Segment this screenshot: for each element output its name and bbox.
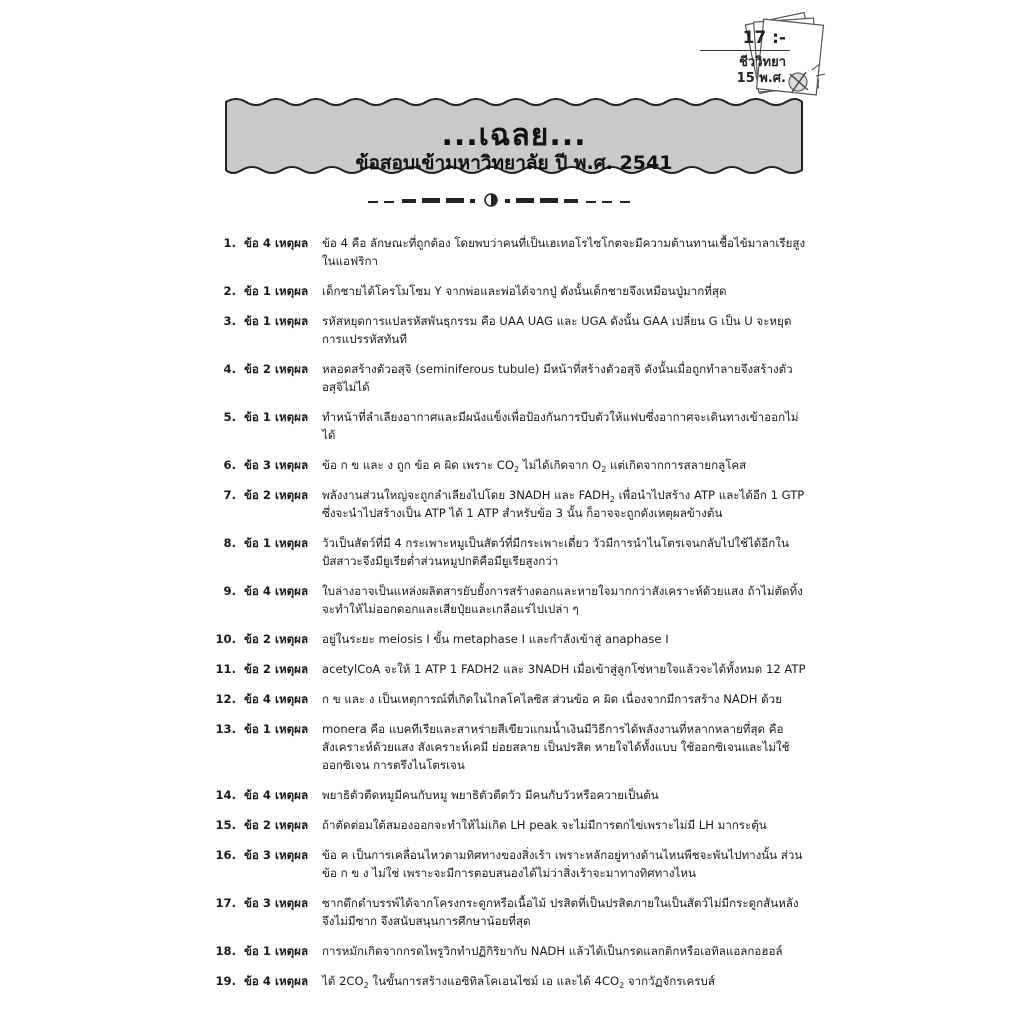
answer-item bbox=[210, 486, 810, 522]
answer-reason: ถ้าตัดต่อมใต้สมองออกจะทำให้ไม่เกิด LH peak จะไม่มีการตกไข่เพราะไม่มี LH มากระตุ้น bbox=[322, 818, 767, 832]
answer-item bbox=[210, 894, 810, 930]
answer-choice: ข้อ 3 เหตุผล bbox=[244, 848, 309, 862]
answer-list bbox=[210, 234, 810, 990]
answer-choice: ข้อ 1 เหตุผล bbox=[244, 284, 309, 298]
answer-choice: ข้อ 2 เหตุผล bbox=[244, 362, 309, 376]
answer-reason: พยาธิตัวตืดหมูมีคนกับหมู พยาธิตัวตืดวัว มีคนกับวัวหรือควายเป็นต้น bbox=[322, 788, 659, 802]
answer-number: 9. bbox=[223, 584, 236, 598]
answer-reason: ก ข และ ง เป็นเหตุการณ์ที่เกิดในไกลโคไลซิส ส่วนข้อ ค ผิด เนื่องจากมีการสร้าง NADH ด้วย bbox=[322, 692, 782, 706]
answer-reason: ข้อ 4 คือ ลักษณะที่ถูกต้อง โดยพบว่าคนที่เป็นเฮเทอโรไซโกตจะมีความต้านทานเชื้อไข้มาลาเรียสูงในแอฟริกา bbox=[322, 236, 806, 268]
answer-choice: ข้อ 1 เหตุผล bbox=[244, 314, 309, 328]
answer-item bbox=[210, 690, 810, 708]
answer-reason: วัวเป็นสัตว์ที่มี 4 กระเพาะหมูเป็นสัตว์ที่มีกระเพาะเดี่ยว วัวมีการนำไนโตรเจนกลับไปใช้ได้อีกในปัสสาวะจึงมียูเรียต่ำส่วนหมูปกติคือมียูเรียสูงกว่า bbox=[322, 536, 789, 568]
answer-number: 13. bbox=[215, 722, 236, 736]
answer-number: 3. bbox=[223, 314, 236, 328]
ornament-divider bbox=[368, 192, 658, 208]
answer-number: 12. bbox=[215, 692, 236, 706]
subject-name: ชีววิทยา bbox=[739, 55, 786, 70]
answer-choice: ข้อ 3 เหตุผล bbox=[244, 896, 309, 910]
answer-reason: ข้อ ค เป็นการเคลื่อนไหวตามทิศทางของสิ่งเร้า เพราะหลักอยู่ทางด้านไหนพืชจะพันไปทางนั้น ส่วนข้อ ก ข ง ไม่ใช่ เพราะจะมีการตอบสนองได้ไม่ว่าสิ่งเร้าจะมาทางทิศทางไหน bbox=[322, 848, 803, 880]
answer-number: 7. bbox=[223, 488, 236, 502]
answer-item bbox=[210, 360, 810, 396]
answer-number: 1. bbox=[223, 236, 236, 250]
answer-number: 5. bbox=[223, 410, 236, 424]
answer-choice: ข้อ 2 เหตุผล bbox=[244, 662, 309, 676]
answer-number: 14. bbox=[215, 788, 236, 802]
answer-reason: การหมักเกิดจากกรดไพรูวิกทำปฏิกิริยากับ NADH แล้วได้เป็นกรดแลกติกหรือเอทิลแอลกอฮอล์ bbox=[322, 944, 783, 958]
answer-choice: ข้อ 1 เหตุผล bbox=[244, 536, 309, 550]
answer-choice: ข้อ 2 เหตุผล bbox=[244, 632, 309, 646]
answer-choice: ข้อ 1 เหตุผล bbox=[244, 944, 309, 958]
subject-year: 15 พ.ศ. bbox=[736, 71, 786, 86]
answer-number: 6. bbox=[223, 458, 236, 472]
answer-reason: acetylCoA จะให้ 1 ATP 1 FADH2 และ 3NADH เมื่อเข้าสู่ลูกโซ่หายใจแล้วจะได้ทั้งหมด 12 ATP bbox=[322, 662, 806, 676]
answer-reason: ทำหน้าที่ลำเลียงอากาศและมีผนังแข็งเพื่อป้องกันการบีบตัวให้แฟบซึ่งอากาศจะเดินทางเข้าออกไม่ได้ bbox=[322, 410, 799, 442]
answer-reason: monera คือ แบคทีเรียและสาหร่ายสีเขียวแกมน้ำเงินมีวิธีการได้พลังงานที่หลากหลายที่สุด คือ สังเคราะห์ด้วยแสง สังเคราะห์เคมี ย่อยสลาย เป็นปรสิต หายใจได้ทั้งแบบ ใช้ออกซิเจนและไม่ใช้ออกซิเจน การตรึงไนโตรเจน bbox=[322, 722, 790, 772]
answer-item bbox=[210, 846, 810, 882]
answer-number: 18. bbox=[215, 944, 236, 958]
answer-choice: ข้อ 4 เหตุผล bbox=[244, 584, 309, 598]
answer-choice: ข้อ 2 เหตุผล bbox=[244, 488, 309, 502]
answer-item bbox=[210, 408, 810, 444]
answer-number: 8. bbox=[223, 536, 236, 550]
answer-item bbox=[210, 234, 810, 270]
answer-reason: อยู่ในระยะ meiosis I ขั้น metaphase I และกำลังเข้าสู่ anaphase I bbox=[322, 632, 669, 646]
answer-reason: หลอดสร้างตัวอสุจิ (seminiferous tubule) มีหน้าที่สร้างตัวอสุจิ ดังนั้นเมื่อถูกทำลายจึงสร้างตัวอสุจิไม่ได้ bbox=[322, 362, 793, 394]
answer-key-title: ...เฉลย... bbox=[441, 118, 587, 153]
answer-number: 16. bbox=[215, 848, 236, 862]
answer-reason: ใบล่างอาจเป็นแหล่งผลิตสารยับยั้งการสร้างดอกและหายใจมากกว่าสังเคราะห์ด้วยแสง ถ้าไม่ตัดทิ้งจะทำให้ไม่ออกดอกและเสียปุ๋ยและเกลือแร่ไปเปล่า ๆ bbox=[322, 584, 803, 616]
answer-item bbox=[210, 582, 810, 618]
answer-item bbox=[210, 456, 810, 474]
exam-subtitle: ข้อสอบเข้ามหาวิทยาลัย ปี พ.ศ. 2541 bbox=[355, 152, 673, 174]
answer-item bbox=[210, 942, 810, 960]
answer-number: 2. bbox=[223, 284, 236, 298]
answer-reason: ได้ $2CO_2$ ในขั้นการสร้างแอซิทิลโคเอนไซม์ เอ และได้ $4CO_2$ จากวัฏจักรเครบส์ bbox=[322, 974, 715, 990]
answer-item bbox=[210, 534, 810, 570]
answer-item bbox=[210, 660, 810, 678]
answer-choice: ข้อ 4 เหตุผล bbox=[244, 974, 309, 988]
answer-choice: ข้อ 3 เหตุผล bbox=[244, 458, 309, 472]
answer-item bbox=[210, 786, 810, 804]
answer-number: 4. bbox=[223, 362, 236, 376]
answer-reason: ข้อ ก ข และ ง ถูก ข้อ ค ผิด เพราะ $CO_2$ ไม่ได้เกิดจาก $O_2$ แต่เกิดจากการสลายกลูโคส bbox=[322, 458, 747, 474]
answer-choice: ข้อ 1 เหตุผล bbox=[244, 722, 309, 736]
answer-number: 15. bbox=[215, 818, 236, 832]
answer-item bbox=[210, 816, 810, 834]
answer-choice: ข้อ 2 เหตุผล bbox=[244, 818, 309, 832]
answer-item bbox=[210, 630, 810, 648]
answer-choice: ข้อ 1 เหตุผล bbox=[244, 410, 309, 424]
answer-number: 10. bbox=[215, 632, 236, 646]
header-divider bbox=[700, 50, 790, 51]
answer-choice: ข้อ 4 เหตุผล bbox=[244, 236, 309, 250]
answer-choice: ข้อ 4 เหตุผล bbox=[244, 692, 309, 706]
answer-item bbox=[210, 972, 810, 990]
answer-item bbox=[210, 312, 810, 348]
answer-reason: พลังงานส่วนใหญ่จะถูกลำเลียงไปโดย 3NADH และ $FADH_2$ เพื่อนำไปสร้าง ATP และได้อีก 1 GTP ซึ่งจะนำไปสร้างเป็น ATP ได้ 1 ATP สำหรับข้อ 3 นั้น ก็อาจจะถูกดังเหตุผลข้างต้น bbox=[322, 488, 805, 520]
answer-reason: รหัสหยุดการแปลรหัสพันธุกรรม คือ UAA UAG และ UGA ดังนั้น GAA เปลี่ยน G เป็น U จะหยุดการแปรรหัสทันที bbox=[322, 314, 792, 346]
answer-number: 19. bbox=[215, 974, 236, 988]
answer-reason: ซากดึกดำบรรพ์ได้จากโครงกระดูกหรือเนื้อไม้ ปรสิตที่เป็นปรสิตภายในเป็นสัตว์ไม่มีกระดูกสันหลังจึงไม่มีซาก จึงสนับสนุนการศึกษาน้อยที่สุด bbox=[322, 896, 799, 928]
answer-number: 17. bbox=[215, 896, 236, 910]
page-number: 17 :- bbox=[742, 28, 786, 48]
answer-choice: ข้อ 4 เหตุผล bbox=[244, 788, 309, 802]
subject-label bbox=[700, 55, 786, 87]
answer-reason: เด็กชายได้โครโมโซม Y จากพ่อและพ่อได้จากปู่ ดังนั้นเด็กชายจึงเหมือนปู่มากที่สุด bbox=[322, 284, 727, 298]
answer-item bbox=[210, 720, 810, 774]
answer-number: 11. bbox=[215, 662, 236, 676]
answer-item bbox=[210, 282, 810, 300]
